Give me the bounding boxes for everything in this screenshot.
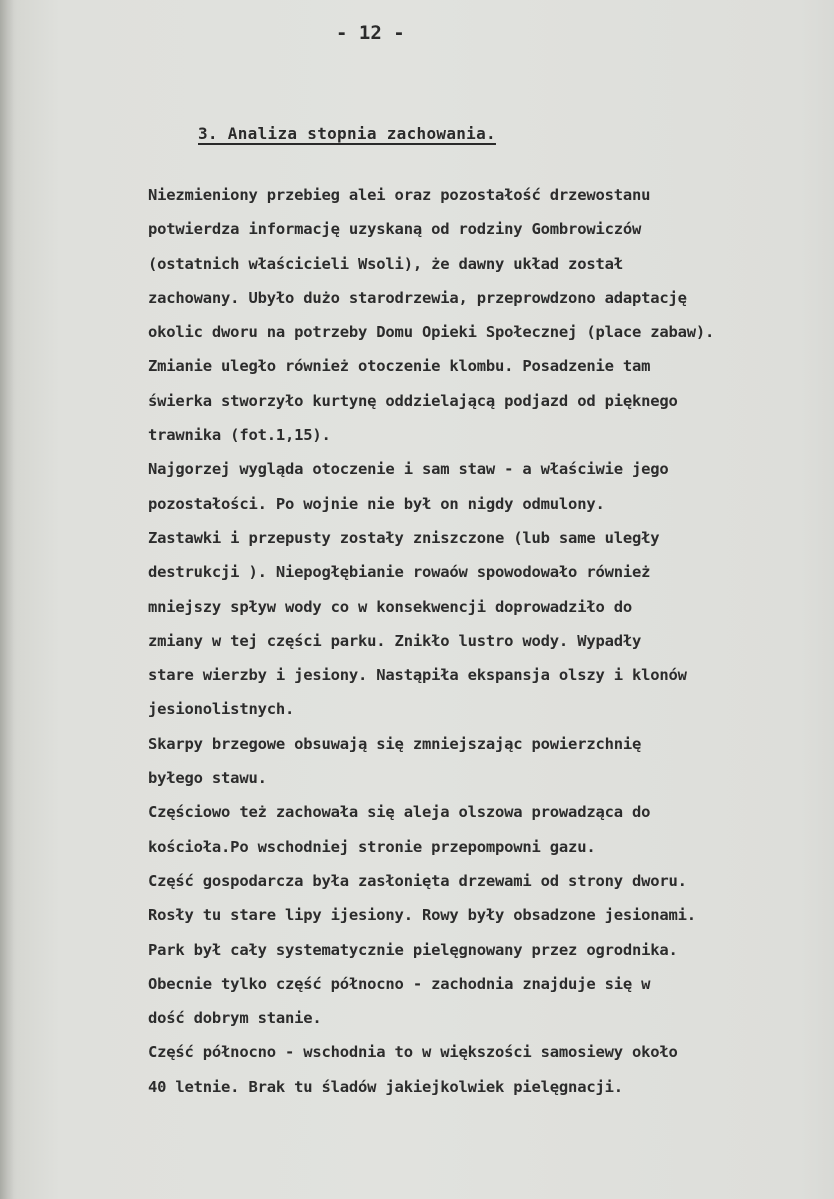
text-line: zmiany w tej części parku. Znikło lustro wody. Wypadły (148, 631, 642, 650)
text-line: pozostałości. Po wojnie nie był on nigdy odmulony. (148, 494, 605, 513)
text-line: mniejszy spływ wody co w konsekwencji doprowadziło do (148, 597, 632, 616)
text-line: Obecnie tylko część północno - zachodnia znajduje się w (148, 974, 651, 993)
text-line: jesionolistnych. (148, 700, 295, 719)
text-line: byłego stawu. (148, 769, 267, 788)
page-number: - 12 - (336, 22, 405, 44)
section-heading: 3. Analiza stopnia zachowania. (198, 124, 496, 143)
text-line: (ostatnich właścicieli Wsoli), że dawny układ został (148, 254, 623, 273)
text-line: Zastawki i przepusty zostały zniszczone (lub same uległy (148, 528, 660, 547)
text-line: Najgorzej wygląda otoczenie i sam staw - a właściwie jego (148, 460, 669, 479)
text-line: zachowany. Ubyło dużo starodrzewia, przeprowdzono adaptację (148, 288, 687, 307)
body-text (148, 178, 828, 1104)
text-line: kościoła.Po wschodniej stronie przepompowni gazu. (148, 837, 596, 856)
text-line: Zmianie uległo również otoczenie klombu. Posadzenie tam (148, 357, 651, 376)
text-line: dość dobrym stanie. (148, 1009, 322, 1028)
page-binding-edge (0, 0, 14, 1199)
text-line: Część północno - wschodnia to w większości samosiewy około (148, 1043, 678, 1062)
text-line: okolic dworu na potrzeby Domu Opieki Społecznej (place zabaw). (148, 323, 715, 342)
text-line: Niezmieniony przebieg alei oraz pozostałość drzewostanu (148, 186, 651, 204)
text-line: Skarpy brzegowe obsuwają się zmniejszając powierzchnię (148, 734, 642, 753)
text-line: destrukcji ). Niepogłębianie rowaów spowodowało również (148, 563, 651, 582)
text-line: Częściowo też zachowała się aleja olszowa prowadząca do (148, 803, 651, 822)
text-line: potwierdza informację uzyskaną od rodziny Gombrowiczów (148, 220, 642, 239)
text-line: trawnika (fot.1,15). (148, 426, 331, 445)
text-line: 40 letnie. Brak tu śladów jakiejkolwiek pielęgnacji. (148, 1077, 623, 1096)
text-line: stare wierzby i jesiony. Nastąpiła ekspansja olszy i klonów (148, 666, 687, 685)
text-line: świerka stworzyło kurtynę oddzielającą podjazd od pięknego (148, 391, 678, 410)
text-line: Część gospodarcza była zasłonięta drzewami od strony dworu. (148, 871, 687, 890)
text-line: Park był cały systematycznie pielęgnowany przez ogrodnika. (148, 940, 678, 959)
text-line: Rosły tu stare lipy ijesiony. Rowy były obsadzone jesionami. (148, 906, 696, 925)
